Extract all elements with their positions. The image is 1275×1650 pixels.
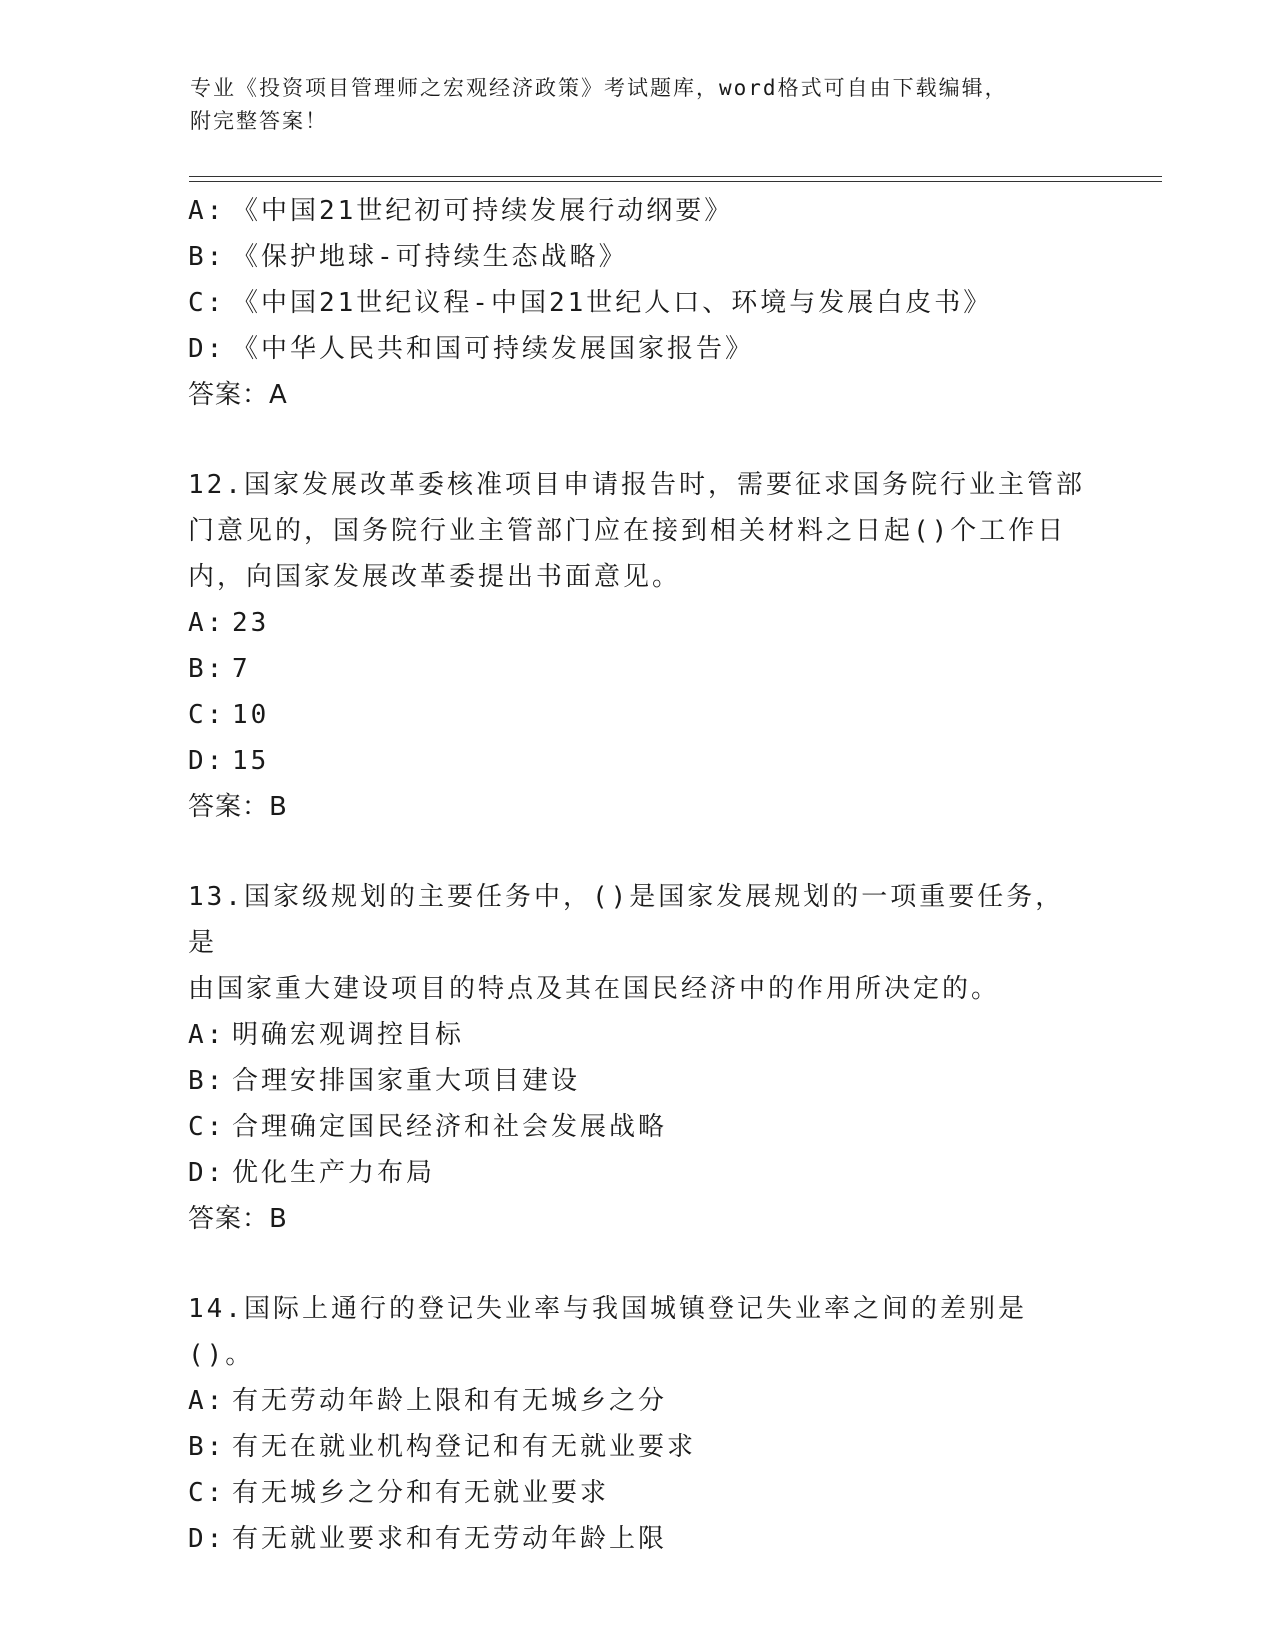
option-text: 《中国21世纪初可持续发展行动纲要》: [232, 196, 734, 226]
option-text: 7: [232, 654, 251, 684]
option-text: 《保护地球-可持续生态战略》: [232, 242, 628, 272]
option-label: C:: [188, 700, 226, 730]
option-b: [188, 646, 1088, 692]
option-label: D:: [188, 746, 226, 776]
stem-line: 14.国际上通行的登记失业率与我国城镇登记失业率之间的差别是()。: [188, 1294, 1027, 1370]
option-text: 15: [232, 746, 270, 776]
option-c: [188, 692, 1088, 738]
option-c: [188, 1104, 1088, 1150]
option-b: [188, 1424, 1088, 1470]
option-label: A:: [188, 608, 226, 638]
question-stem: [188, 874, 1088, 1012]
option-d: [188, 1516, 1088, 1562]
option-label: D:: [188, 334, 226, 364]
option-label: B:: [188, 654, 226, 684]
question-13: [188, 874, 1088, 1242]
option-label: A:: [188, 1386, 226, 1416]
option-d: [188, 738, 1088, 784]
header-line-1: 专业《投资项目管理师之宏观经济政策》考试题库，word格式可自由下载编辑，: [190, 76, 1008, 100]
option-a: [188, 1012, 1088, 1058]
option-text: 《中国21世纪议程-中国21世纪人口、环境与发展白皮书》: [232, 288, 993, 318]
option-a: [188, 188, 1088, 234]
option-a: [188, 1378, 1088, 1424]
option-label: A:: [188, 1020, 226, 1050]
option-d: [188, 326, 1088, 372]
option-label: B:: [188, 1066, 226, 1096]
question-11: [188, 188, 1088, 418]
question-list: [188, 188, 1088, 1562]
option-text: 23: [232, 608, 270, 638]
option-d: [188, 1150, 1088, 1196]
option-text: 有无劳动年龄上限和有无城乡之分: [232, 1386, 668, 1416]
option-b: [188, 1058, 1088, 1104]
question-stem: [188, 1286, 1088, 1378]
option-text: 明确宏观调控目标: [232, 1020, 465, 1050]
header-divider-top: [189, 176, 1162, 177]
answer-line: 答案：B: [188, 792, 288, 822]
option-text: 有无就业要求和有无劳动年龄上限: [232, 1524, 668, 1554]
header-line-2: 附完整答案！: [190, 109, 328, 133]
option-label: D:: [188, 1158, 226, 1188]
option-text: 合理确定国民经济和社会发展战略: [232, 1112, 668, 1142]
stem-line: 12.国家发展改革委核准项目申请报告时，需要征求国务院行业主管部: [188, 470, 1085, 500]
option-label: B:: [188, 242, 226, 272]
option-label: C:: [188, 288, 226, 318]
stem-line: 门意见的，国务院行业主管部门应在接到相关材料之日起()个工作日: [188, 516, 1067, 546]
option-c: [188, 280, 1088, 326]
answer-line: 答案：B: [188, 1204, 288, 1234]
option-a: [188, 600, 1088, 646]
option-text: 有无城乡之分和有无就业要求: [232, 1478, 610, 1508]
option-label: C:: [188, 1112, 226, 1142]
answer-line: 答案：A: [188, 380, 288, 410]
stem-line: 13.国家级规划的主要任务中，()是国家发展规划的一项重要任务，是: [188, 882, 1065, 958]
option-label: A:: [188, 196, 226, 226]
stem-line: 由国家重大建设项目的特点及其在国民经济中的作用所决定的。: [188, 974, 1001, 1004]
option-text: 合理安排国家重大项目建设: [232, 1066, 581, 1096]
option-text: 优化生产力布局: [232, 1158, 436, 1188]
option-b: [188, 234, 1088, 280]
option-text: 有无在就业机构登记和有无就业要求: [232, 1432, 697, 1462]
question-14: [188, 1286, 1088, 1562]
question-12: [188, 462, 1088, 830]
option-text: 10: [232, 700, 270, 730]
option-c: [188, 1470, 1088, 1516]
stem-line: 内，向国家发展改革委提出书面意见。: [188, 562, 682, 592]
header-divider-bottom: [189, 181, 1162, 182]
option-text: 《中华人民共和国可持续发展国家报告》: [232, 334, 755, 364]
document-header: [190, 72, 1090, 138]
option-label: B:: [188, 1432, 226, 1462]
option-label: C:: [188, 1478, 226, 1508]
option-label: D:: [188, 1524, 226, 1554]
question-stem: [188, 462, 1088, 600]
